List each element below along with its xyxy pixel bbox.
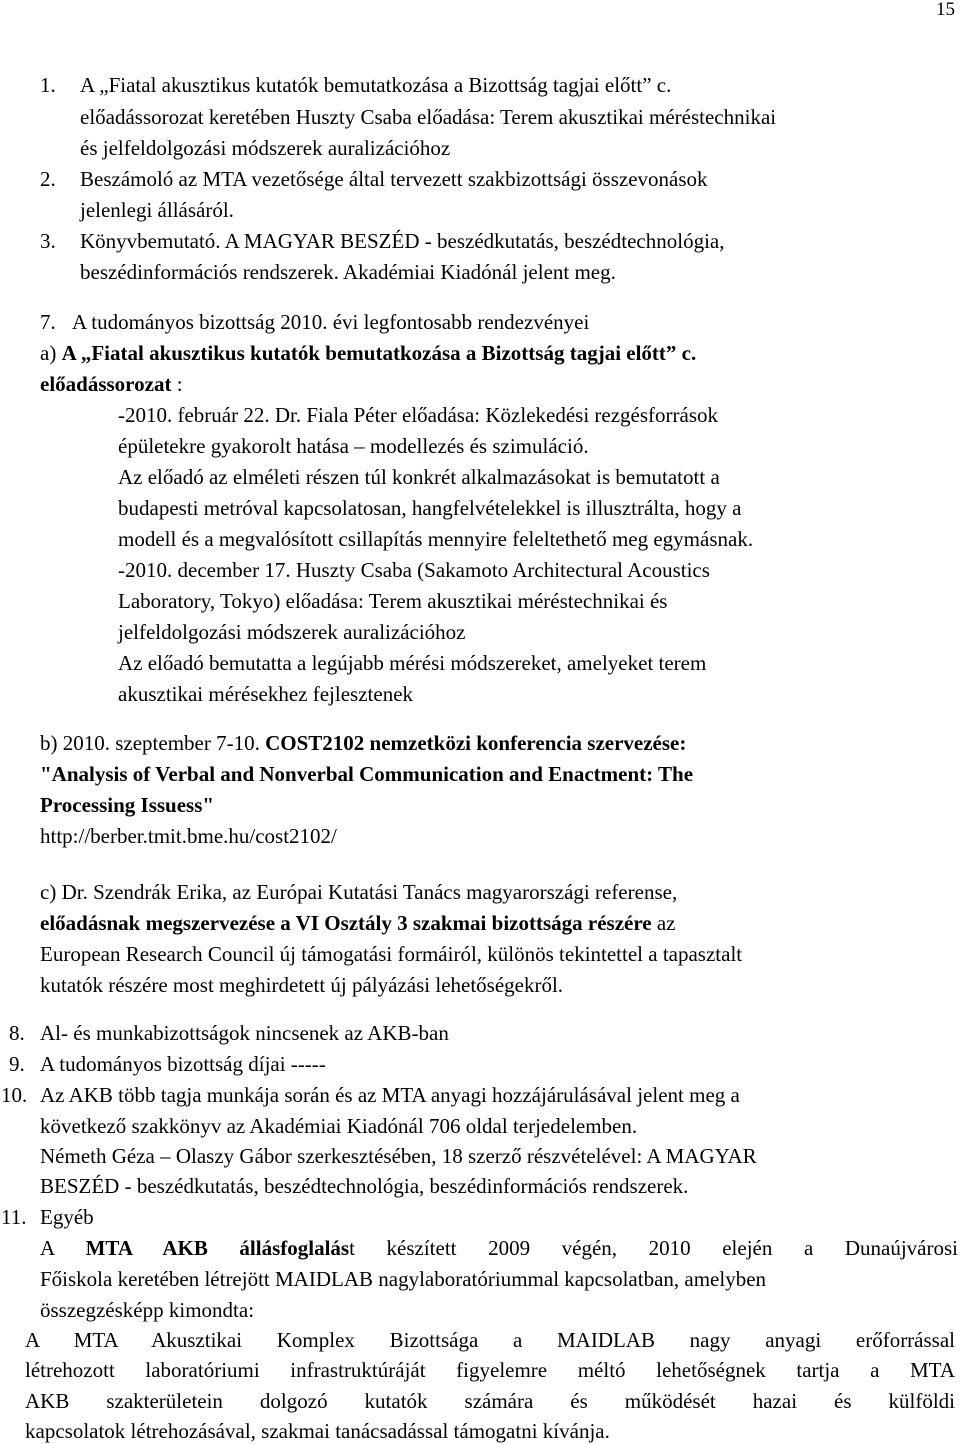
subsection-a-heading-cont <box>40 371 183 397</box>
conference-title: "Analysis of Verbal and Nonverbal Communication and Enactment: The <box>40 762 694 786</box>
list-item: és jelfeldolgozási módszerek auralizációhoz <box>80 136 451 160</box>
paragraph-line: Főiskola keretében létrejött MAIDLAB nagylaboratóriummal kapcsolatban, amelyben <box>40 1267 767 1291</box>
event-line: Az előadó az elméleti részen túl konkrét alkalmazásokat is bemutatott a <box>118 465 720 489</box>
list-item: A „Fiatal akusztikus kutatók bemutatkozása a Bizottság tagjai előtt” c. <box>80 73 672 97</box>
paragraph-line: AKB szakterületein dolgozó kutatók számára és működését hazai és külföldi <box>25 1389 955 1413</box>
subsection-c-rest: az <box>651 911 676 935</box>
subsection-b-heading <box>40 730 686 756</box>
list-item-title: Egyéb <box>40 1205 94 1229</box>
subsection-title: A „Fiatal akusztikus kutatók bemutatkozása a Bizottság tagjai előtt” c. <box>61 341 697 365</box>
list-item: következő szakkönyv az Akadémiai Kiadónál 706 oldal terjedelemben. <box>40 1114 638 1138</box>
event-line: -2010. február 22. Dr. Fiala Péter előadása: Közlekedési rezgésforrások <box>118 403 719 427</box>
list-item: Al- és munkabizottságok nincsenek az AKB-ban <box>40 1021 449 1045</box>
item-number: 10. <box>1 1083 28 1107</box>
event-line: budapesti metróval kapcsolatosan, hangfelvételekkel is illusztrálta, hogy a <box>118 496 742 520</box>
subsection-b-title-cont <box>40 761 693 787</box>
paragraph-rest: t készített 2009 végén, 2010 elején a Dunaújvárosi <box>349 1236 958 1260</box>
paragraph-line: létrehozott laboratóriumi infrastruktúráját figyelemre méltó lehetőségnek tartja a MTA <box>25 1358 955 1382</box>
event-line: -2010. december 17. Huszty Csaba (Sakamoto Architectural Acoustics <box>118 558 710 582</box>
paragraph-line <box>40 1235 958 1261</box>
conference-url[interactable]: http://berber.tmit.bme.hu/cost2102/ <box>40 824 337 848</box>
item-number: 8. <box>9 1021 25 1045</box>
subsection-title-rest: : <box>171 372 183 396</box>
paragraph-line: A MTA Akusztikai Komplex Bizottsága a MAIDLAB nagy anyagi erőforrással <box>25 1328 955 1352</box>
list-item: BESZÉD - beszédkutatás, beszédtechnológia, beszédinformációs rendszerek. <box>40 1174 689 1198</box>
list-item: beszédinformációs rendszerek. Akadémiai Kiadónál jelent meg. <box>80 260 616 284</box>
section-title: A tudományos bizottság 2010. évi legfontosabb rendezvényei <box>72 310 590 334</box>
list-item: A tudományos bizottság díjai ----- <box>40 1052 326 1076</box>
subsection-prefix: a) <box>40 341 57 365</box>
item-number: 7. <box>40 310 56 334</box>
list-item: Könyvbemutató. A MAGYAR BESZÉD - beszédkutatás, beszédtechnológia, <box>80 229 725 253</box>
event-line: épületekre gyakorolt hatása – modellezés és szimuláció. <box>118 434 589 458</box>
paragraph-line: kapcsolatok létrehozásával, szakmai tanácsadással támogatni kívánja. <box>25 1419 610 1443</box>
subsection-prefix: b) 2010. szeptember 7-10. <box>40 731 266 755</box>
item-number: 1. <box>40 73 56 97</box>
event-line: modell és a megvalósított csillapítás mennyire feleltethető meg egymásnak. <box>118 527 754 551</box>
subsection-title: COST2102 nemzetközi konferencia szervezése: <box>265 731 687 755</box>
subsection-c-bold: előadásnak megszervezése a VI Osztály 3 szakmai bizottsága részére <box>40 911 652 935</box>
list-item: Az AKB több tagja munkája során és az MTA anyagi hozzájárulásával jelent meg a <box>40 1083 740 1107</box>
event-line: akusztikai mérésekhez fejlesztenek <box>118 682 414 706</box>
subsection-c-line: c) Dr. Szendrák Erika, az Európai Kutatási Tanács magyarországi referense, <box>40 880 678 904</box>
event-line: jelfeldolgozási módszerek auralizációhoz <box>118 620 466 644</box>
subsection-a-heading <box>40 340 696 366</box>
paragraph-line: összegzésképp kimondta: <box>40 1298 255 1322</box>
item-number: 11. <box>1 1205 27 1229</box>
list-item: Beszámoló az MTA vezetősége által tervezett szakbizottsági összevonások <box>80 167 708 191</box>
paragraph-bold: MTA AKB állásfoglalás <box>85 1236 350 1260</box>
event-line: Laboratory, Tokyo) előadása: Terem akusztikai méréstechnikai és <box>118 589 668 613</box>
item-number: 9. <box>9 1052 25 1076</box>
list-item: jelenlegi állásáról. <box>80 198 234 222</box>
subsection-b-title-cont <box>40 792 214 818</box>
paragraph-start: A <box>40 1236 86 1260</box>
list-item: előadássorozat keretében Huszty Csaba előadása: Terem akusztikai méréstechnikai <box>80 105 777 129</box>
page-number: 15 <box>936 0 955 20</box>
item-number: 3. <box>40 229 56 253</box>
subsection-c-line: European Research Council új támogatási formáiról, különös tekintettel a tapasztalt <box>40 942 743 966</box>
subsection-title-bold: előadássorozat <box>40 372 172 396</box>
item-number: 2. <box>40 167 56 191</box>
subsection-c-line <box>40 910 676 936</box>
subsection-c-line: kutatók részére most meghirdetett új pályázási lehetőségekről. <box>40 973 564 997</box>
list-item: Németh Géza – Olaszy Gábor szerkesztésében, 18 szerző részvételével: A MAGYAR <box>40 1144 757 1168</box>
conference-title-end: Processing Issuess" <box>40 793 215 817</box>
event-line: Az előadó bemutatta a legújabb mérési módszereket, amelyeket terem <box>118 651 707 675</box>
